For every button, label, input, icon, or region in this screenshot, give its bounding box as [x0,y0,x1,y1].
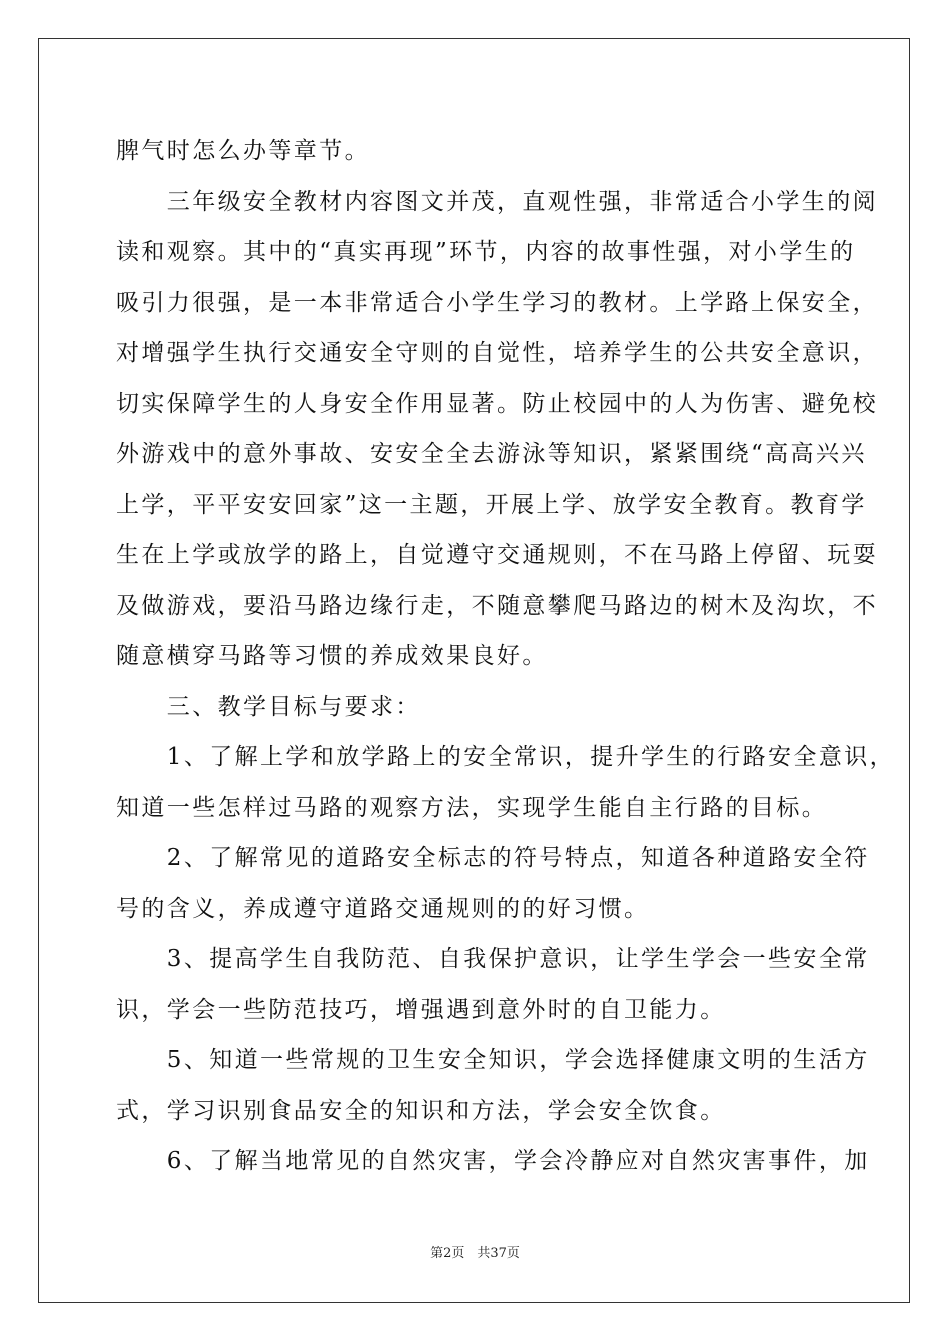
text-line: 识，学会一些防范技巧，增强遇到意外时的自卫能力。 [116,996,726,1023]
text-line: 1、了解上学和放学路上的安全常识，提升学生的行路安全意识， [116,744,896,770]
text-line: 脾气时怎么办等章节。 [116,138,370,164]
text-line: 式，学习识别食品安全的知识和方法，学会安全饮食。 [116,1097,726,1124]
document-body [116,126,896,1187]
text-line: 2、了解常见的道路安全标志的符号特点，知道各种道路安全符 [116,845,870,871]
text-line: 知道一些怎样过马路的观察方法，实现学生能自主行路的目标。 [116,794,828,821]
text-line: 切实保障学生的人身安全作用显著。防止校园中的人为伤害、避免校 [116,390,878,417]
text-line: 上学，平平安安回家”这一主题，开展上学、放学安全教育。教育学 [116,491,867,518]
page-number-footer: 第2页 共37页 [430,1246,520,1261]
text-line: 5、知道一些常规的卫生安全知识，学会选择健康文明的生活方 [116,1047,870,1073]
text-line: 读和观察。其中的“真实再现”环节，内容的故事性强，对小学生的 [116,239,856,265]
text-line: 3、提高学生自我防范、自我保护意识，让学生学会一些安全常 [116,946,870,972]
text-line: 号的含义，养成遵守道路交通规则的的好习惯。 [116,895,650,922]
text-line: 吸引力很强，是一本非常适合小学生学习的教材。上学路上保安全， [116,289,878,316]
section-heading: 三、教学目标与要求： [116,693,421,720]
text-line: 6、了解当地常见的自然灾害，学会冷静应对自然灾害事件，加 [116,1148,870,1174]
text-line: 三年级安全教材内容图文并茂，直观性强，非常适合小学生的阅 [116,188,878,215]
text-line: 外游戏中的意外事故、安安全全去游泳等知识，紧紧围绕“高高兴兴 [116,441,867,467]
text-line: 生在上学或放学的路上，自觉遵守交通规则，不在马路上停留、玩耍 [116,542,878,568]
text-line: 及做游戏，要沿马路边缘行走，不随意攀爬马路边的树木及沟坎，不 [116,592,878,619]
text-line: 对增强学生执行交通安全守则的自觉性，培养学生的公共安全意识， [116,340,878,366]
text-line: 随意横穿马路等习惯的养成效果良好。 [116,643,548,669]
